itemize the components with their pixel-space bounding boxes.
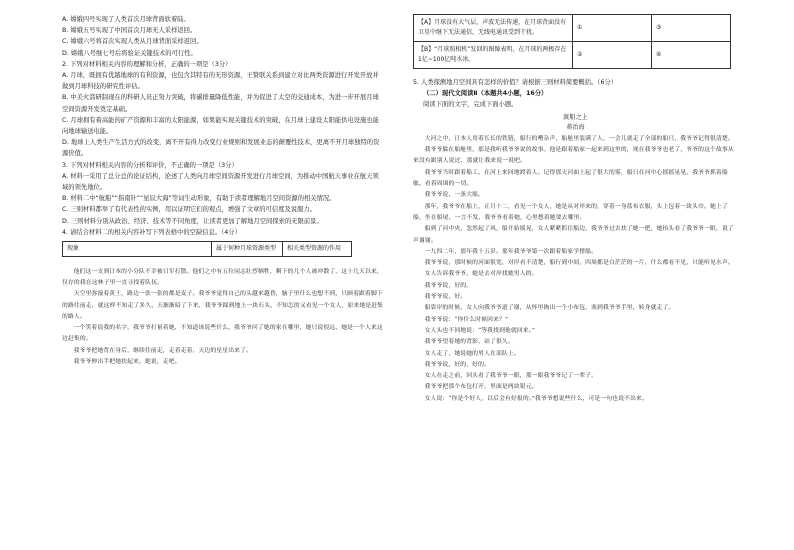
story-paragraph: 大河之中，日本人用着长长的铁链，船行的嘈杂声，船舱里装满了人，一会儿就走了全部的船只，我爷爷记得很清楚。 (424, 135, 734, 142)
story-paragraph: 我爷爷说，好。 (424, 294, 467, 301)
q3-option-b: B. 材料二中“航船”“指南针”“星辰大海”等词生动形象，有助于读者理解地月空间资源的相关情况。 (62, 195, 336, 203)
story-paragraph: 女人头也不回地说：“等我找到他就回来。” (424, 327, 535, 334)
q2-option-b: B. 中美火箭研制现在的科研人员正努力突破，将碳排量降低性能，并为促进了太空的交通成本，为进一步开展月球空间资源开发奠定基础。 (62, 94, 379, 113)
q4-table (62, 241, 352, 257)
table-row-b-blank-2: ② (573, 41, 652, 68)
story-paragraph: 船靠岸的时候，女人向我爷爷道了谢，从怀里掏出一个小布包，塞到我爷爷手里，转身就走了。 (424, 305, 675, 312)
q5-stem: 5. 人类探测地月空间具有怎样的价值？请根据三则材料简要概括。（6分） (413, 78, 618, 86)
q1-option-d: D. 嫦娥八号继七号后将验证关键技术的可行性。 (62, 49, 197, 57)
q2-option-c: C. 月球拥有着高能的矿产资源和丰富的太阳能源，如果能实现关键技术的突破，在月球上建设太阳能供电设施也能向地球输送电能。 (62, 116, 379, 136)
q2-option-a: A. 月球，既拥有优越地球的有利资源，也包含其特有的无形资源，王赞联关系到建立对比两类资源进行开发开放并做到月球科技的研究性评估。 (62, 72, 379, 91)
left-column (62, 14, 384, 368)
left-story-paragraph: 天空里弥漫着黄土，路边一张一张的都是麦子。我爷爷觉得自己的头越来越昏，脑子里什么也想不到，只顾着跟着脚下的路往前走，就这样不知走了多久，天渐渐暗了下来，我爷爷踩到地上一块石头，不知怎的又看见一个女人，原来她是赶集的路人。 (62, 291, 384, 320)
table-row-a-label: 【A】月球没有大气层，声波无法传递，在月球背面没有卫星中继下无法通信，无线电通讯受到干扰。 (414, 15, 573, 42)
left-story-paragraph: 他们这一支到日本的小分队不幸被日军打散。他们之中有五位同志壮烈牺牲，剩下的几个人被冲散了，这十几天以来，仅存的我在这林子里一直寻找着队伍。 (62, 268, 383, 286)
q4-table-continued (413, 14, 731, 69)
table-row-a-blank-3: ③ (652, 15, 731, 42)
q4-stem: 4. 请结合材料二的相关内容补写下列表格中的空缺信息。（4分） (62, 228, 241, 236)
story-paragraph: 那年，我爷爷在船上，正月十二，看见一个女人，她是从对岸来的，穿着一身蓝布衣服，头上包着一块头巾。她上了船，坐在船尾，一言不发，我爷爷看着她，心里想着她要去哪里。 (413, 203, 728, 221)
right-story-text (413, 134, 738, 405)
section-intro: 阅读下面的文字，完成下面小题。 (423, 100, 518, 108)
table-row-b-blank-4: ④ (652, 41, 731, 68)
right-column (413, 14, 738, 405)
story-paragraph: 我爷爷说，一条大船。 (424, 192, 485, 199)
q2-option-d: D. 地球上人类生产生活方式的改变，离不开有得力改变行业规则和发展业态的颠覆性技术，更离不开月球独特的资源价值。 (62, 139, 380, 158)
story-title: 渡船之上 (563, 114, 588, 122)
q3-option-c: C. 三则材料都举了有代表性的实例，用以证明它们的观点，增强了文章的可信度及说服力。 (62, 206, 316, 214)
story-paragraph: 我爷爷说：“你什么时候回来？” (424, 316, 509, 323)
section-title: （二）现代文阅读Ⅱ（本题共4小题，16分） (423, 89, 548, 97)
q1-options (62, 14, 384, 59)
q1-option-b: B. 嫦娥五号实现了中国首次月球无人采样返回。 (62, 27, 197, 35)
q1-option-a: A. 嫦娥四号实现了人类首次月球背面软着陆。 (62, 16, 190, 23)
q4-table-header-type: 属于何种月球资源类型 (212, 242, 283, 257)
q3-option-d: D. 三则材料分别从政治、经济、技术等不同角度，让读者更加了解地月空间探索的无限前景。 (62, 217, 323, 225)
story-paragraph: 我爷爷当时跟着船工，在河上来回地渡着人。记得那天河面上起了很大的雾，船只在河中心摇摇晃晃，我爷爷抓着船舷，看着周围的一切。 (413, 169, 728, 188)
story-paragraph: 女人在走之前，回头看了我爷爷一眼，那一眼我爷爷记了一辈子。 (424, 373, 598, 380)
left-story-paragraph: 一个笑着说我的名字，我爷爷打量着她，不知道该说些什么，我爷爷问了她的家在哪里，她只说很远，她是一个人来这边赶集的。 (62, 325, 383, 343)
left-story-paragraph: 我爷爷把她背在身后，继续往前走，走着走着，天边的星星出来了。 (73, 347, 253, 354)
left-story-text (62, 267, 384, 369)
story-paragraph: 女人说：“你是个好人，以后会有好报的。”我爷爷想说些什么，可是一句也说不出来。 (424, 395, 648, 402)
story-paragraph: 我爷爷说，好的，好的。 (424, 361, 491, 368)
story-paragraph: 我爷爷说，好的。 (424, 282, 473, 289)
left-story-tail: 我爷爷伸出手把她扶起来，她说，走吧。 (73, 359, 181, 366)
story-paragraph: 我爷爷望着她的背影，站了很久。 (424, 339, 514, 346)
story-paragraph: 女人走了，她说她的男人在部队上。 (424, 350, 520, 357)
q3-option-a: A. 材料一采用了总分总的论证结构，论述了人类向月球空间资源开发进行月球空间，为推动中国航天事业在航天领域的领先地位。 (62, 172, 379, 192)
story-author: 蒋治海 (566, 124, 585, 132)
story-paragraph: 女人告诉我爷爷，她是去对岸找她男人的。 (424, 271, 538, 278)
story-paragraph: 船到了河中央，忽然起了风，船开始摇晃，女人紧紧抓住船边，我爷爷过去扶了她一把，她抬头看了我爷爷一眼，说了声谢谢。 (413, 226, 734, 244)
q4-table-header-phenomenon: 现象 (63, 242, 212, 257)
table-row-b-label: 【B】“月球照相机”发回的图像表明，在月球的两极存在1亿~100亿吨水冰。 (414, 41, 573, 68)
q2-stem: 2. 下列对材料相关内容的理解和分析，正确的一项是（3分） (62, 60, 232, 68)
story-paragraph: 我爷爷把那个布包打开，里面是两块银元。 (424, 384, 538, 391)
story-paragraph: 我爷爷说，那时候的河面很宽，对岸看不清楚，船行到中间，四周都是白茫茫的一片，什么都看不见，只能听见水声。 (424, 260, 734, 267)
q4-table-header-function: 相关类型资源的作用 (283, 242, 352, 257)
table-row-a-blank-1: ① (573, 15, 652, 42)
q1-option-c: C. 嫦娥六号将首次实现人类从月球背面采样返回。 (62, 38, 203, 46)
story-paragraph: 我爷爷躲在船舱里，那是我听我爷爷说的故事。他是跟着船家一起来到这里的，现在我爷爷也老了，爷爷的这个故事从来没有跟别人说过，那就让我来说一说吧。 (413, 147, 734, 165)
story-paragraph: 一九四二年，那年我十五岁。那年我爷爷第一次跟着船家学撑船。 (424, 248, 598, 255)
q3-stem: 3. 下列对材料相关内容的分析和评价，不正确的一项是（3分） (62, 161, 238, 169)
